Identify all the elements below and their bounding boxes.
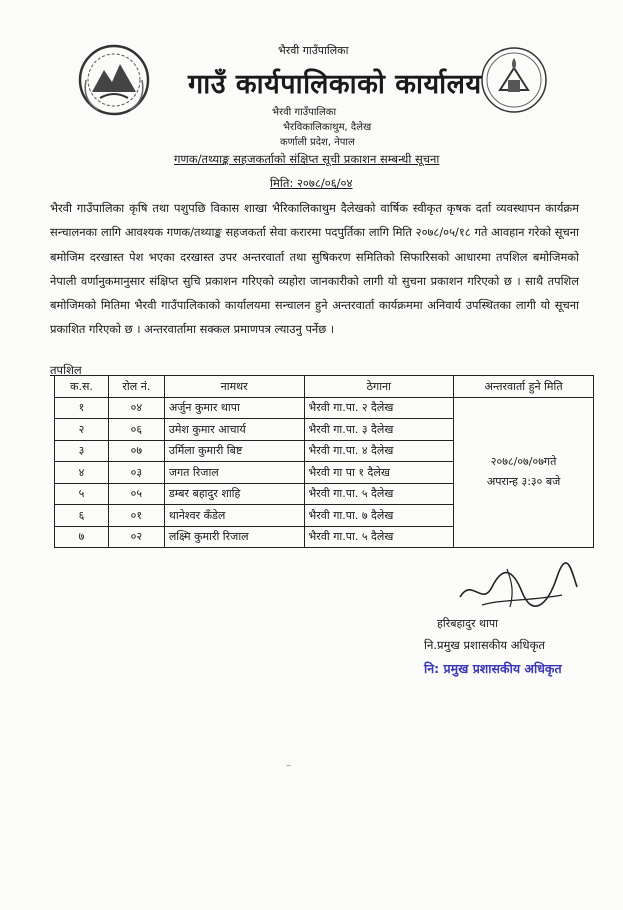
cell-address: भैरवी गा.पा. ७ दैलेख (304, 505, 454, 527)
cell-roll: ०३ (108, 462, 164, 484)
cell-address: भैरवी गा.पा. २ दैलेख (304, 397, 454, 419)
office-title: गाउँ कार्यपालिकाको कार्यालय (188, 69, 482, 100)
interview-date: २०७८/०७/०७गते (490, 455, 557, 469)
signatory-designation: नि.प्रमुख प्रशासकीय अधिकृत (424, 638, 545, 652)
handwritten-signature (452, 557, 582, 617)
cell-name: अर्जुन कुमार थापा (164, 397, 304, 419)
cell-name: जगत रिजाल (164, 462, 304, 484)
nepal-emblem-icon (74, 40, 154, 120)
signatory-name: हरिबहादुर थापा (437, 617, 498, 630)
cell-serial: ४ (55, 462, 109, 484)
cell-roll: ०७ (108, 440, 164, 462)
cell-name: लक्ष्मि कुमारी रिजाल (164, 526, 304, 548)
notice-body-text: भैरवी गाउँपालिका कृषि तथा पशुपछि विकास शाखा भैरिकालिकाथुम दैलेखको वार्षिक स्वीकृत कृषक दर्ता व्यवस्थापन कार्यक्रम सन्चालनका लागि आवश्यक गणक/तथ्याङ्क सहजकर्ता सेवा करारमा पदपुर्तिका लागि मिति २०७८/०५/१८ गते आवहान गरेको सूचना बमोजिम दरखास्त पेश भएका दरखास्त उपर अन्तरवार्ता तथा सुषिकरण समितिको सिफारिसको आधारमा तपशिल बमोजिमको नेपाली वर्णानुकमानुसार संक्षिप्त सुचि प्रकाशन गरिएको व्यहोरा जानकारीको लागी यो सुचना प्रकाशन गरिएको छ । साथै तपशिल बमोजिमको मितिमा भैरवी गाउँपालिकाको कार्यालयमा सन्चालन हुने अन्तरवार्ता कार्यक्रममा अनिवार्य उपस्थितका लागी यो सूचना प्रकाशित गरिएको छ । अन्तरवार्तामा सक्कल प्रमाणपत्र ल्याउनु पर्नेछ । (50, 201, 579, 337)
address-line-1: भैरविकालिकाथुम, दैलेख (283, 122, 372, 133)
cell-address: भैरवी गा.पा. ५ दैलेख (304, 483, 454, 505)
cell-serial: १ (55, 397, 109, 419)
cell-name: उमेश कुमार आचार्य (164, 419, 304, 441)
org-name: भैरवी गाउँपालिका (278, 44, 349, 57)
municipality-logo-icon (474, 40, 554, 120)
notice-date: मिति: २०७८/०६/०४ (270, 176, 353, 190)
cell-roll: ०५ (108, 483, 164, 505)
cell-address: भैरवी गा.पा. ५ दैलेख (304, 526, 454, 548)
header-roll: रोल नं. (108, 376, 164, 398)
table-row (55, 397, 594, 419)
footer-mark: – (286, 760, 291, 771)
header-address: ठेगाना (304, 376, 454, 398)
cell-serial: ७ (55, 526, 109, 548)
cell-serial: ५ (55, 483, 109, 505)
cell-serial: ३ (55, 440, 109, 462)
cell-name: उर्मिला कुमारी बिष्ट (164, 440, 304, 462)
cell-address: भैरवी गा पा १ दैलेख (304, 462, 454, 484)
cell-name: डम्बर बहादुर शाहि (164, 483, 304, 505)
cell-address: भैरवी गा.पा. ३ दैलेख (304, 419, 454, 441)
cell-roll: ०१ (108, 505, 164, 527)
cell-serial: ६ (55, 505, 109, 527)
notice-heading: गणक/तथ्याङ्क सहजकर्ताको संक्षिप्त सूची प्रकाशन सम्बन्धी सूचना (174, 152, 440, 166)
header-interview-date: अन्तरवार्ता हुने मिति (454, 376, 594, 398)
table-header-row (55, 376, 594, 398)
notice-body (50, 196, 579, 342)
cell-roll: ०४ (108, 397, 164, 419)
cell-roll: ०६ (108, 419, 164, 441)
cell-roll: ०२ (108, 526, 164, 548)
org-name-repeat: भैरवी गाउँपालिका (272, 107, 337, 118)
interview-time: अपरान्ह ३:३० बजे (486, 475, 561, 489)
cell-name: थानेश्वर कँडेल (164, 505, 304, 527)
header-serial: क.स. (55, 376, 109, 398)
official-stamp: नि: प्रमुख प्रशासकीय अधिकृत (424, 661, 562, 676)
cell-address: भैरवी गा.पा. ४ दैलेख (304, 440, 454, 462)
address-line-2: कर्णाली प्रदेश, नेपाल (280, 137, 355, 148)
cell-interview-date (454, 397, 594, 548)
schedule-table (54, 375, 594, 548)
cell-serial: २ (55, 419, 109, 441)
header-name: नामथर (164, 376, 304, 398)
annex-label: तपशिल (50, 363, 82, 377)
